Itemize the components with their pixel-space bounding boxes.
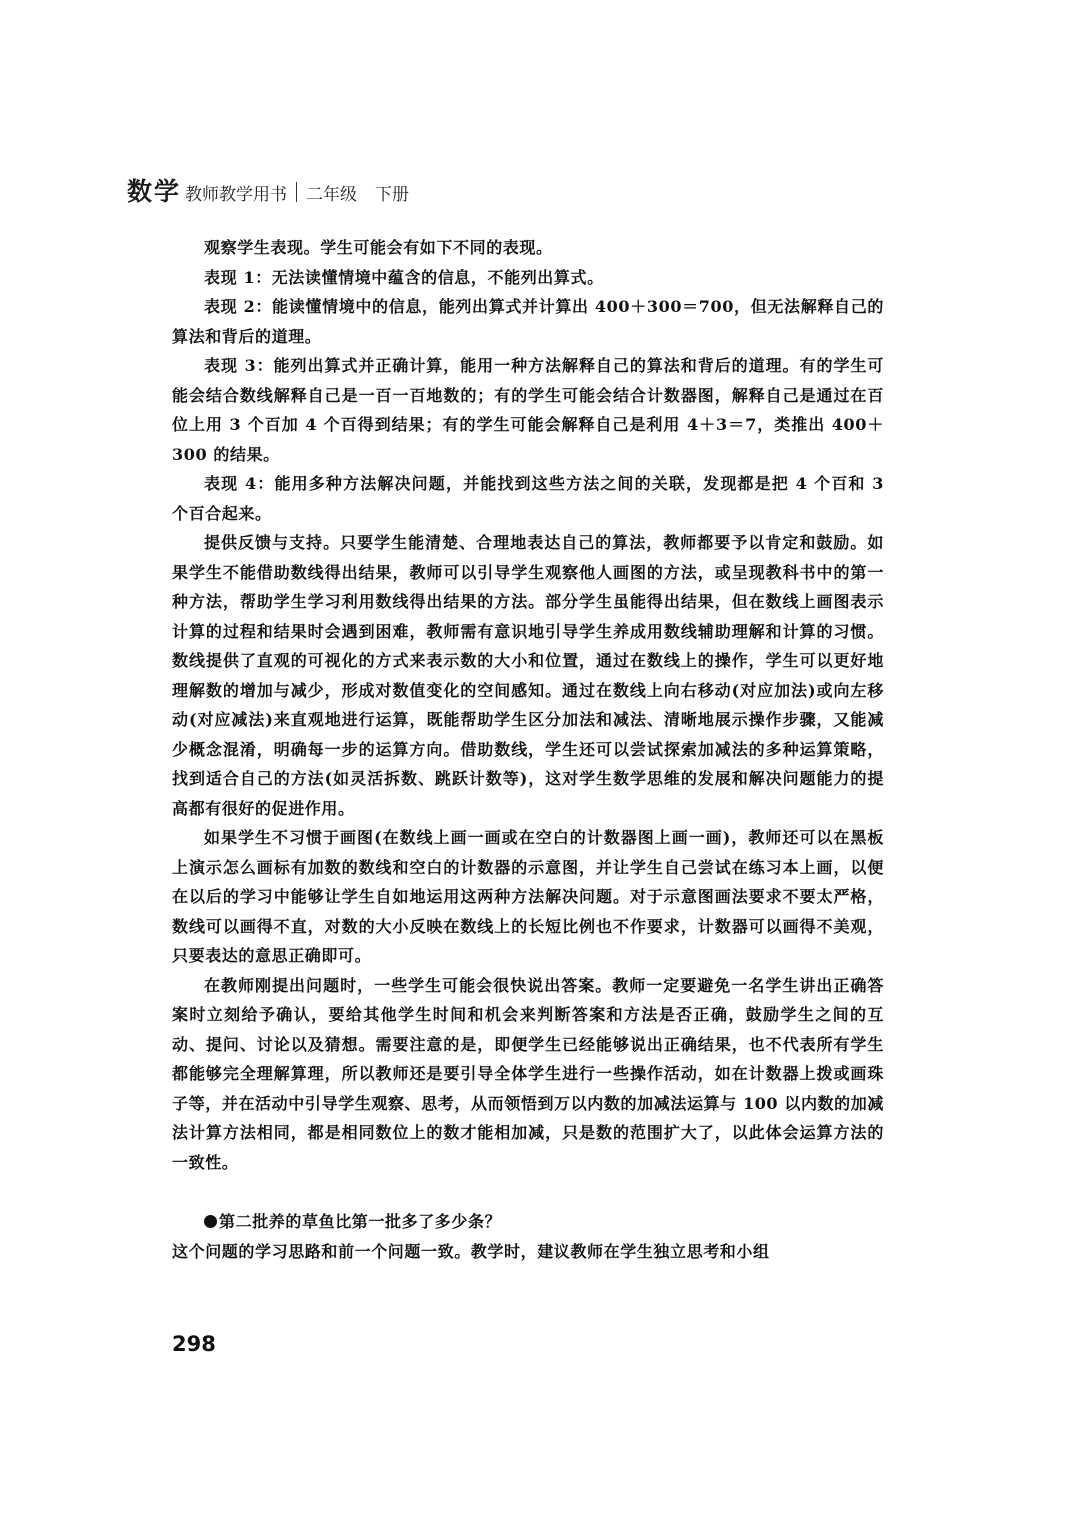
paragraph xyxy=(172,351,884,469)
header-divider xyxy=(296,182,297,202)
paragraph-text: 表现 3：能列出算式并正确计算，能用一种方法解释自己的算法和背后的道理。有的学生可能会结合数线解释自己是一百一百地数的；有的学生可能会结合计数器图，解释自己是通过在百位上用 3 个百加 4 个百得到结果；有的学生可能会解释自己是利用 4＋3＝7，类推出 400＋300 的结果。 xyxy=(172,356,884,464)
paragraph-text: 在教师刚提出问题时，一些学生可能会很快说出答案。教师一定要避免一名学生讲出正确答案时立刻给予确认，要给其他学生时间和机会来判断答案和方法是否正确，鼓励学生之间的互动、提问、讨论以及猜想。需要注意的是，即便学生已经能够说出正确结果，也不代表所有学生都能够完全理解算理，所以教师还是要引导全体学生进行一些操作活动，如在计数器上拨或画珠子等，并在活动中引导学生观察、思考，从而领悟到万以内数的加减法运算与 100 以内数的加减法计算方法相同，都是相同数位上的数才能相加减，只是数的范围扩大了，以此体会运算方法的一致性。 xyxy=(172,975,884,1172)
paragraph xyxy=(172,528,884,823)
paragraph xyxy=(172,469,884,528)
paragraph-text: 学生可能会有如下不同的表现。 xyxy=(320,238,553,257)
section-heading xyxy=(172,1207,884,1237)
paragraph-text: 表现 4：能用多种方法解决问题，并能找到这些方法之间的关联，发现都是把 4 个百和 3 个百合起来。 xyxy=(172,474,884,523)
paragraph-text: 表现 2：能读懂情境中的信息，能列出算式并计算出 400＋300＝700，但无法解释自己的算法和背后的道理。 xyxy=(172,297,884,346)
grade-label: 二年级 xyxy=(306,184,358,205)
book-title: 教师教学用书 xyxy=(185,184,288,205)
subject-logo-char: 学 xyxy=(154,177,180,206)
volume-label: 下册 xyxy=(375,184,410,205)
page-header xyxy=(127,176,409,208)
paragraph-lead: 提供反馈与支持。 xyxy=(204,533,341,552)
paragraph-text: 这个问题的学习思路和前一个问题一致。教学时，建议教师在学生独立思考和小组 xyxy=(172,1241,770,1261)
paragraph-text: 表现 1：无法读懂情境中蕴含的信息，不能列出算式。 xyxy=(204,267,604,287)
section-heading-text: 第二批养的草鱼比第一批多了多少条？ xyxy=(219,1212,502,1231)
paragraph-text: 如果学生不习惯于画图(在数线上画一画或在空白的计数器图上画一画)，教师还可以在黑板上演示怎么画标有加数的数线和空白的计数器的示意图，并让学生自己尝试在练习本上画，以便在以后的学习中能够让学生自如地运用这两种方法解决问题。对于示意图画法要求不要太严格，数线可以画得不直，对数的大小反映在数线上的长短比例也不作要求，计数器可以画得不美观，只要表达的意思正确即可。 xyxy=(172,828,884,965)
body-text xyxy=(172,233,884,1266)
paragraph xyxy=(172,971,884,1178)
bullet-icon xyxy=(204,1215,217,1228)
paragraph xyxy=(172,292,884,351)
subject-logo-char: 数 xyxy=(127,177,153,206)
paragraph xyxy=(172,263,884,293)
paragraph-text: 只要学生能清楚、合理地表达自己的算法，教师都要予以肯定和鼓励。如果学生不能借助数线得出结果，教师可以引导学生观察他人画图的方法，或呈现教科书中的第一种方法，帮助学生学习利用数线得出结果的方法。部分学生虽能得出结果，但在数线上画图表示计算的过程和结果时会遇到困难，教师需有意识地引导学生养成用数线辅助理解和计算的习惯。数线提供了直观的可视化的方式来表示数的大小和位置，通过在数线上的操作，学生可以更好地理解数的增加与减少，形成对数值变化的空间感知。通过在数线上向右移动(对应加法)或向左移动(对应减法)来直观地进行运算，既能帮助学生区分加法和减法、清晰地展示操作步骤，又能减少概念混淆，明确每一步的运算方向。借助数线，学生还可以尝试探索加减法的多种运算策略，找到适合自己的方法(如灵活拆数、跳跃计数等)，这对学生数学思维的发展和解决问题能力的提高都有很好的促进作用。 xyxy=(172,533,884,818)
page-number: 298 xyxy=(172,1332,216,1356)
paragraph xyxy=(172,823,884,971)
paragraph xyxy=(172,233,884,263)
paragraph-lead: 观察学生表现。 xyxy=(204,238,321,257)
paragraph xyxy=(172,1237,884,1267)
